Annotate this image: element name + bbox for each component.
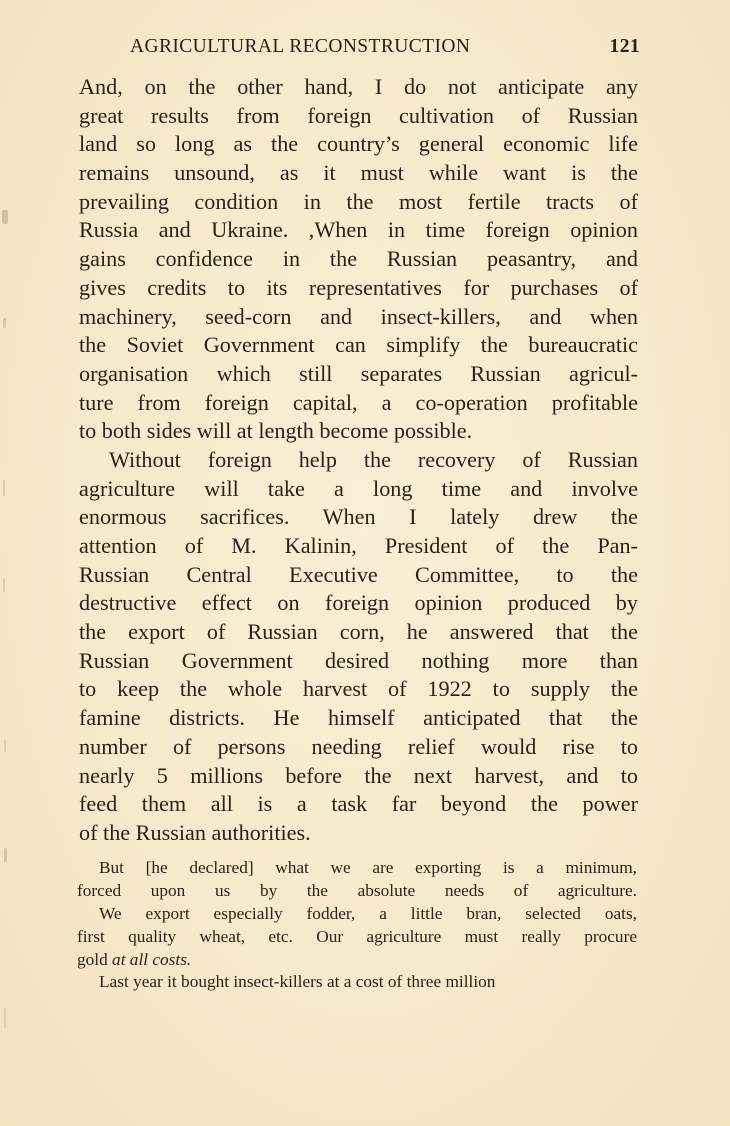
- body-line: gives credits to its representatives for purchases of: [79, 274, 638, 300]
- body-line: Without foreign help the recovery of Russian: [109, 446, 638, 472]
- quote-line: Last year it bought insect-killers at a cost of three million: [99, 972, 496, 992]
- block-quote: [77, 857, 637, 994]
- body-line: attention of M. Kalinin, President of the Pan-: [79, 533, 638, 558]
- body-line: And, on the other hand, I do not anticipate any: [79, 74, 638, 99]
- body-line: of the Russian authorities.: [79, 819, 311, 845]
- quote-text: gold: [77, 949, 113, 969]
- page-number: 121: [609, 36, 640, 57]
- quote-line: forced upon us by the absolute needs of agriculture.: [77, 880, 637, 900]
- quote-line: But [he declared] what we are exporting is a minimum,: [99, 858, 637, 877]
- body-line: number of persons needing relief would rise to: [79, 733, 638, 759]
- body-line: land so long as the country’s general economic life: [79, 131, 638, 157]
- margin-speck: [3, 578, 5, 592]
- body-line: great results from foreign cultivation of Russian: [79, 102, 638, 128]
- body-line: machinery, seed-corn and insect-killers, and when: [79, 303, 638, 329]
- body-line: Russian Central Executive Committee, to the: [79, 561, 638, 587]
- body-line: the export of Russian corn, he answered that the: [79, 619, 638, 645]
- body-line: remains unsound, as it must while want is the: [79, 160, 638, 186]
- quote-line: We export especially fodder, a little bran, selected oats,: [99, 903, 637, 923]
- body-line: to keep the whole harvest of 1922 to supply the: [79, 676, 638, 702]
- margin-speck: [2, 210, 8, 224]
- body-line: nearly 5 millions before the next harvest, and to: [79, 762, 638, 788]
- body-line: enormous sacrifices. When I lately drew the: [79, 504, 638, 530]
- body-line: destructive effect on foreign opinion produced by: [79, 590, 638, 616]
- margin-speck: [4, 848, 7, 862]
- body-text: [79, 73, 638, 848]
- quote-line: [77, 949, 637, 972]
- running-head-title: AGRICULTURAL RECONSTRUCTION: [130, 36, 471, 57]
- quote-line: first quality wheat, etc. Our agriculture must really procure: [77, 926, 637, 946]
- body-line: Russia and Ukraine. ,When in time foreign opinion: [79, 217, 638, 243]
- body-line: prevailing condition in the most fertile tracts of: [79, 188, 638, 214]
- margin-speck: [3, 480, 5, 496]
- margin-speck: [4, 740, 6, 752]
- body-line: agriculture will take a long time and involve: [79, 475, 638, 501]
- body-line: famine districts. He himself anticipated that the: [79, 705, 638, 731]
- body-line: Russian Government desired nothing more than: [79, 647, 638, 673]
- body-line: organisation which still separates Russian agricul-: [79, 360, 638, 386]
- body-line: to both sides will at length become possible.: [79, 418, 473, 444]
- body-line: ture from foreign capital, a co-operation profitable: [79, 389, 638, 415]
- quote-emphasis: at all costs.: [112, 949, 192, 969]
- body-line: the Soviet Government can simplify the bureaucratic: [79, 332, 638, 358]
- body-line: feed them all is a task far beyond the power: [79, 791, 638, 817]
- body-line: gains confidence in the Russian peasantry, and: [79, 246, 638, 272]
- margin-speck: [4, 1008, 6, 1028]
- running-head: [130, 36, 640, 64]
- margin-speck: [3, 318, 6, 328]
